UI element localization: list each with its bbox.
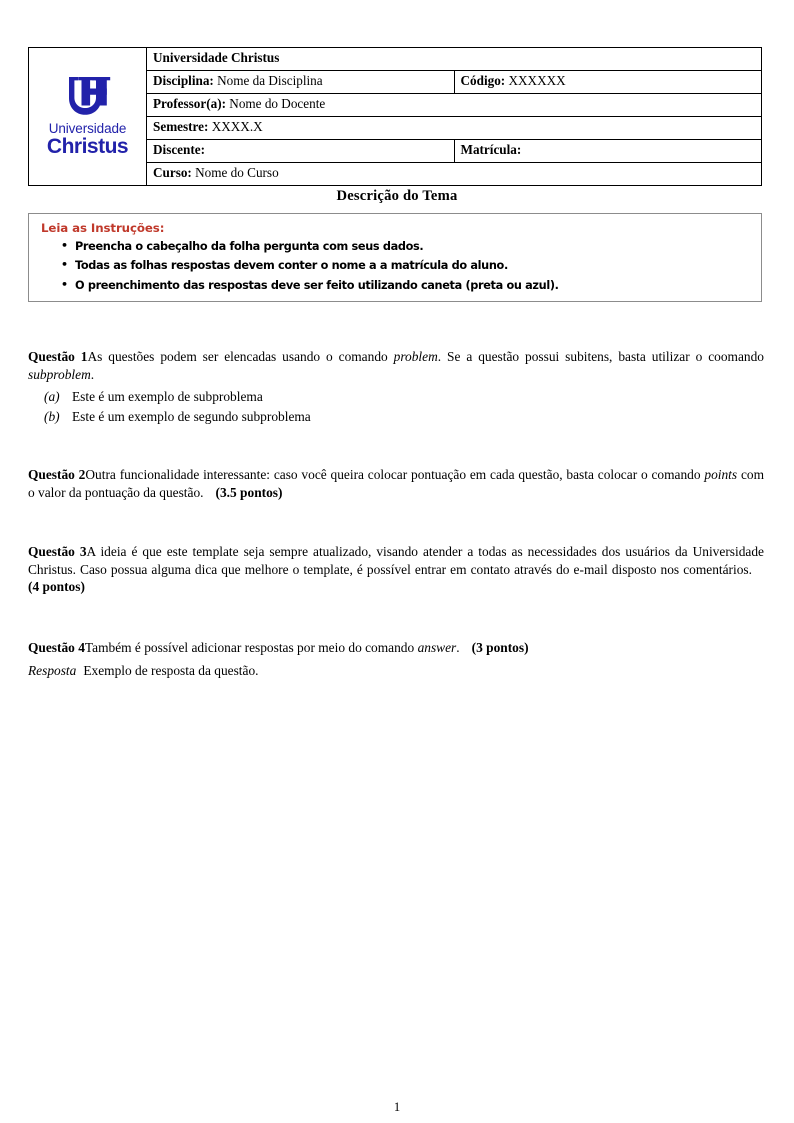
- row-university-name: [147, 48, 762, 71]
- list-item: • Preencha o cabeçalho da folha pergunta com seus dados.: [39, 241, 751, 252]
- question-1: [28, 348, 764, 384]
- curso-value[interactable]: Nome do Curso: [195, 165, 279, 181]
- instructions-title: Leia as Instruções:: [41, 221, 165, 235]
- question-2-text-1: Outra funcionalidade interessante: caso você queira colocar pontuação em cada questão, basta colocar o comando: [85, 466, 705, 482]
- answer-text: Exemplo de resposta da questão.: [83, 663, 259, 679]
- codigo-value[interactable]: XXXXXX: [508, 73, 566, 89]
- disciplina-value[interactable]: Nome da Disciplina: [217, 73, 323, 89]
- semestre-label: Semestre:: [153, 119, 209, 135]
- question-1-emph-2: subproblem: [28, 366, 91, 382]
- subitem-b-text: Este é um exemplo de segundo subproblema: [72, 408, 311, 424]
- question-1-emph-1: problem: [393, 349, 438, 364]
- logo-text-christus: Christus: [46, 134, 129, 158]
- uh-monogram-shield-icon: [65, 75, 111, 119]
- question-3-label: Questão 3: [28, 543, 87, 559]
- question-1-label: Questão 1: [28, 349, 88, 364]
- professor-value[interactable]: Nome do Docente: [229, 96, 326, 112]
- question-1-subitems: [28, 387, 764, 426]
- row-discente: [147, 140, 455, 163]
- row-disciplina: [147, 71, 455, 94]
- question-spacer: [28, 502, 764, 543]
- instructions-box: [28, 213, 762, 302]
- row-curso: [147, 163, 762, 186]
- university-logo-cell: [29, 48, 147, 186]
- question-3-points: (4 pontos): [28, 579, 85, 595]
- question-2: [28, 466, 764, 502]
- question-2-label: Questão 2: [28, 466, 86, 482]
- question-1-text-3: .: [90, 366, 95, 382]
- question-4-label: Questão 4: [28, 640, 85, 656]
- discente-label: Discente:: [153, 142, 205, 158]
- subitem-a-marker: (a): [44, 388, 60, 404]
- subitem-a-text: Este é um exemplo de subproblema: [72, 388, 263, 404]
- codigo-label: Código:: [460, 73, 506, 89]
- curso-label: Curso:: [153, 165, 192, 181]
- instructions-list: [39, 241, 751, 291]
- list-item: • O preenchimento das respostas deve ser feito utilizando caneta (preta ou azul).: [39, 280, 751, 291]
- question-4: [28, 639, 764, 657]
- question-1-text-1: As questões podem ser elencadas usando o comando: [87, 349, 394, 364]
- semestre-value[interactable]: XXXX.X: [211, 119, 263, 135]
- page-title: Descrição do Tema: [336, 188, 458, 204]
- subitem-b-marker: (b): [44, 408, 60, 424]
- list-item: [28, 407, 764, 426]
- question-4-text-1: Também é possível adicionar respostas por meio do comando: [84, 640, 418, 656]
- page-number: 1: [393, 1100, 401, 1114]
- row-semestre: [147, 117, 762, 140]
- question-4-text-2: .: [456, 640, 460, 656]
- row-professor: [147, 94, 762, 117]
- question-1-text-2: . Se a questão possui subitens, basta utilizar o coomando: [437, 349, 764, 364]
- disciplina-label: Disciplina:: [153, 73, 214, 89]
- question-2-points: (3.5 pontos): [215, 484, 283, 500]
- list-item: • Todas as folhas respostas devem conter o nome a a matrícula do aluno.: [39, 260, 751, 271]
- list-item: [28, 387, 764, 406]
- question-2-emph-1: points: [704, 466, 738, 482]
- question-4-points: (3 pontos): [471, 640, 529, 656]
- row-codigo: [454, 71, 762, 94]
- table-row: [29, 48, 762, 71]
- question-2-text-2: com o valor da pontuação da questão.: [28, 466, 764, 500]
- professor-label: Professor(a):: [153, 96, 226, 112]
- logo: [35, 75, 140, 157]
- questions-area: [28, 348, 764, 680]
- question-4-answer: [28, 661, 764, 680]
- logo-text-universidade: Universidade: [48, 120, 127, 136]
- university-name-label: Universidade Christus: [153, 50, 280, 66]
- header-info-table: [28, 47, 762, 186]
- question-3-text-1: A ideia é que este template seja sempre atualizado, visando atender a todas as necessidades dos usuários da Universidade Christus. Caso possua alguma dica que melhore o template, é possível entrar em contato através do e-mail disposto nos comentários.: [28, 543, 764, 577]
- row-matricula: [454, 140, 762, 163]
- question-3: [28, 543, 764, 597]
- question-spacer: [28, 596, 764, 639]
- question-spacer: [28, 427, 764, 466]
- question-4-emph-1: answer: [417, 640, 457, 656]
- matricula-label: Matrícula:: [460, 142, 522, 158]
- answer-label: Resposta: [28, 663, 77, 679]
